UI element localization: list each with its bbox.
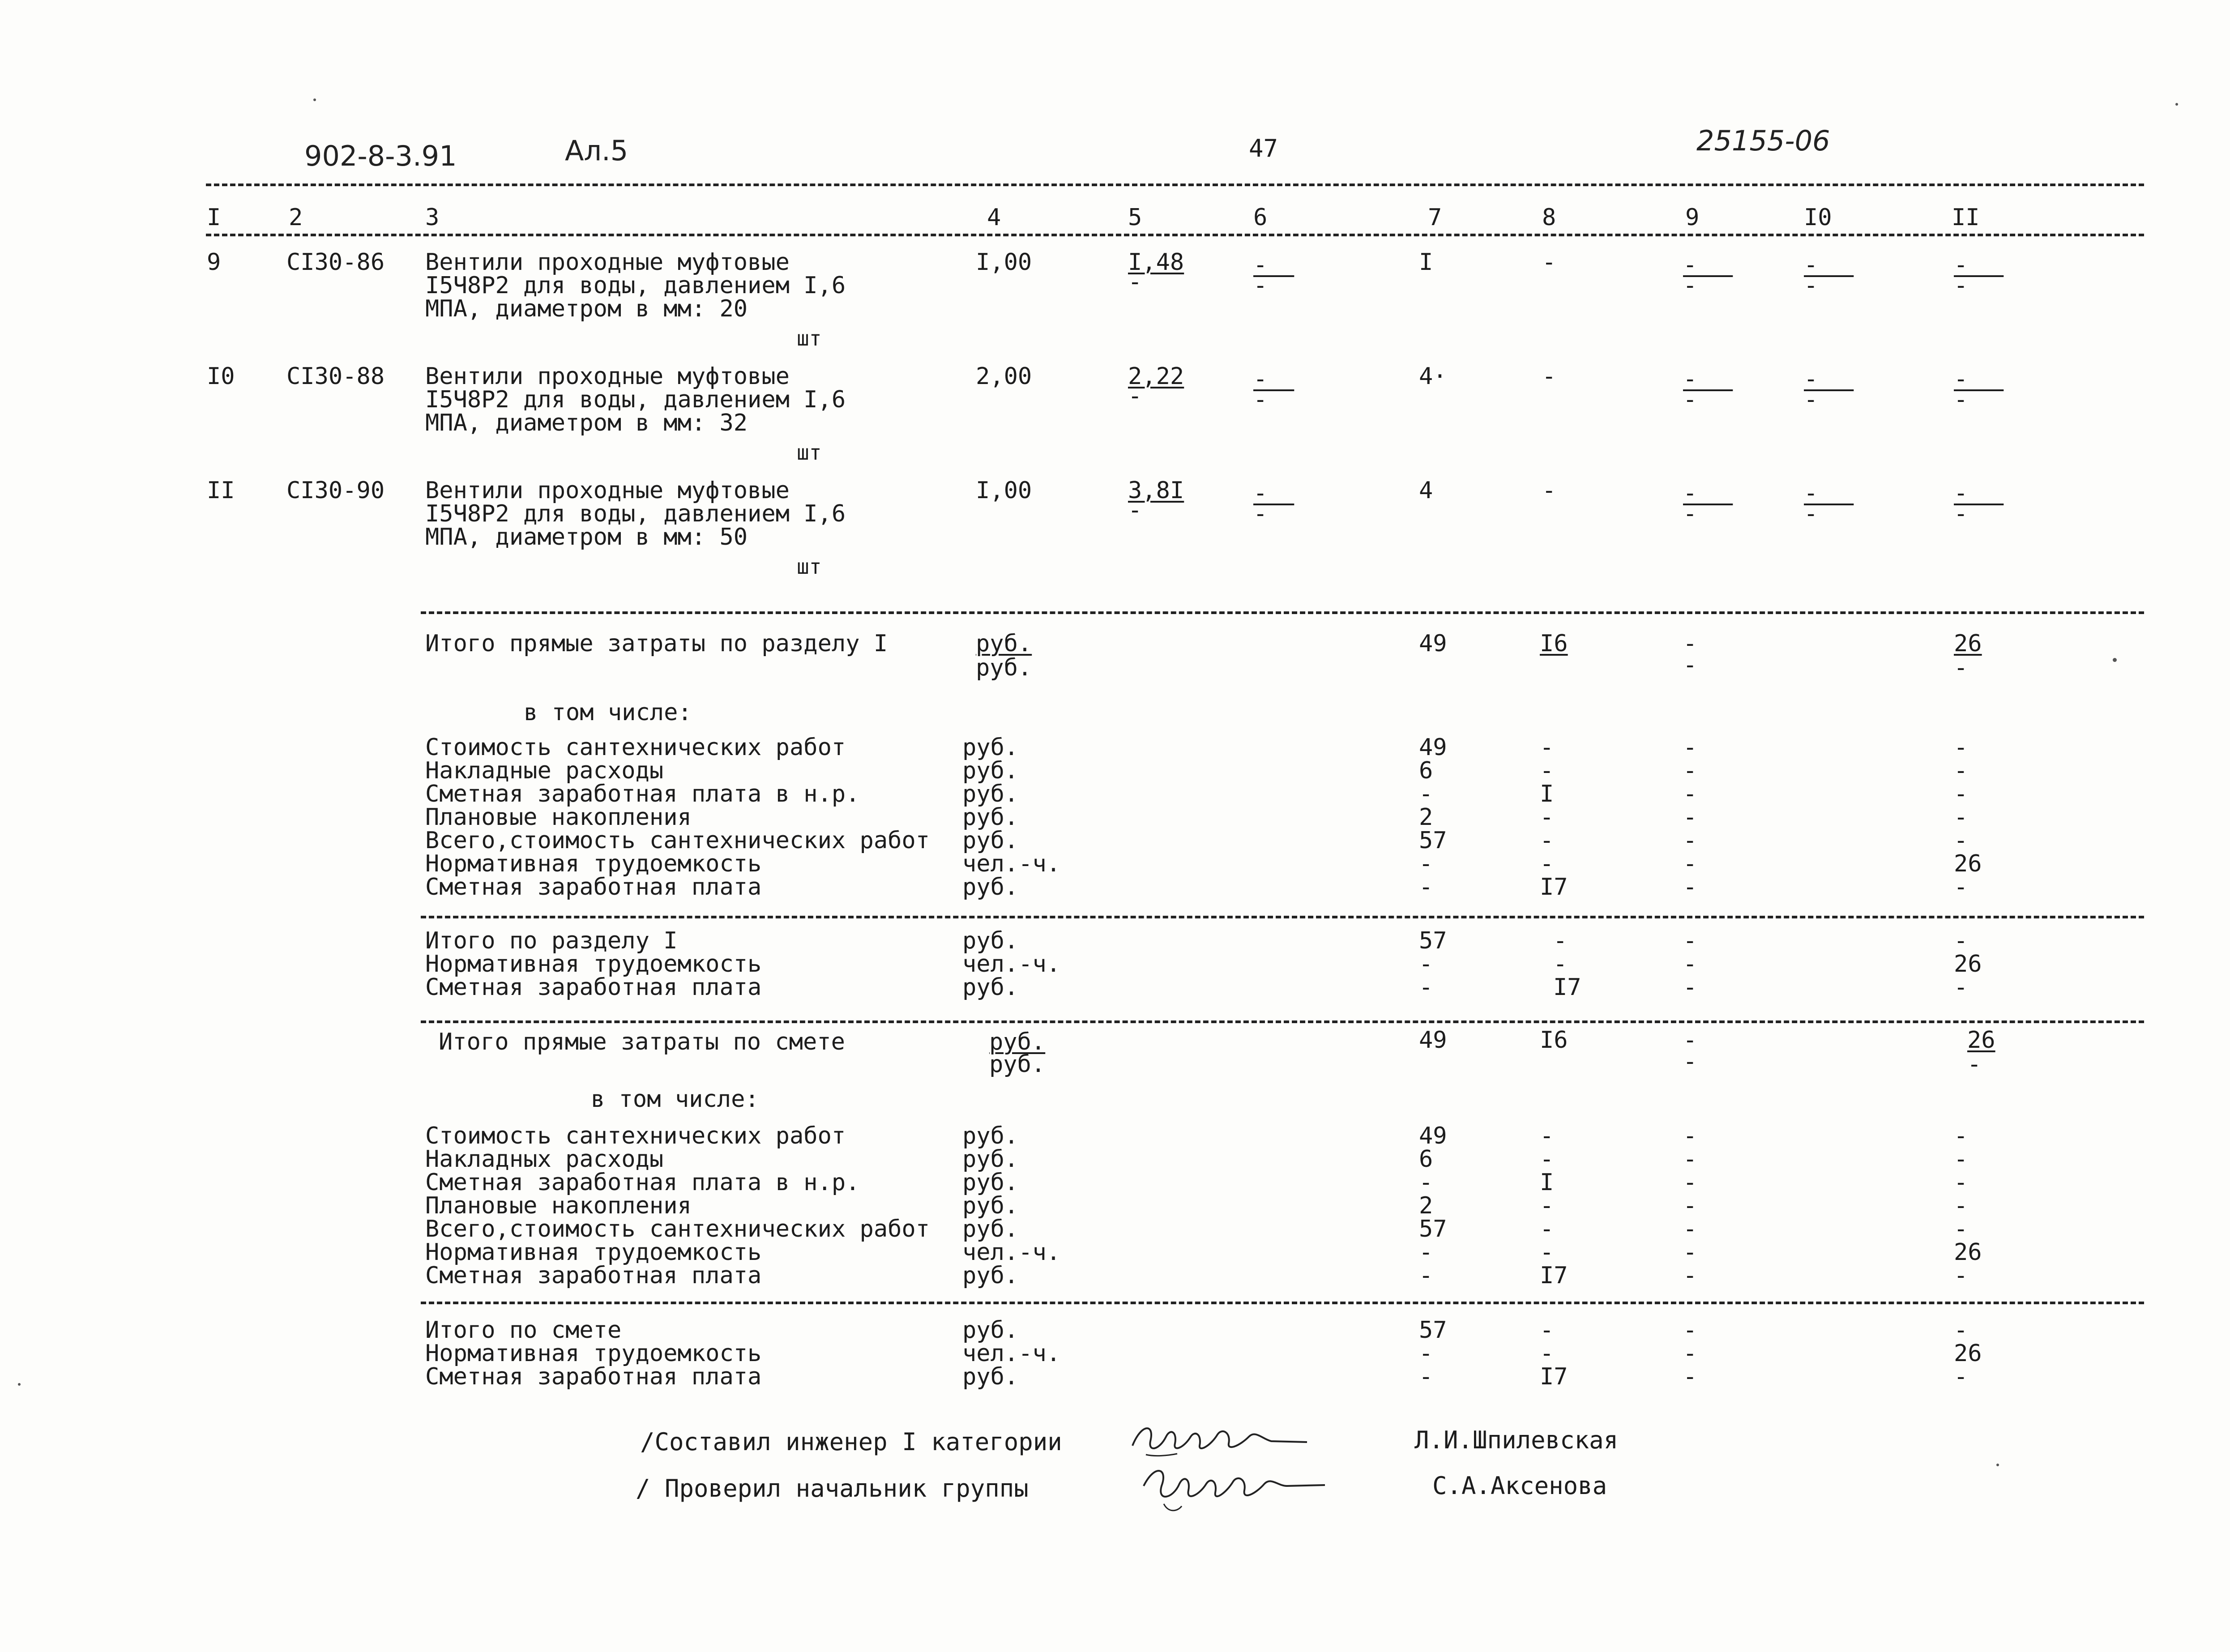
scan-speck xyxy=(2113,658,2117,662)
breakdown-col7: - xyxy=(1419,1169,1433,1196)
row-quantity: 2,00 xyxy=(976,363,1032,390)
estimate-including-label: в том числе: xyxy=(591,1086,759,1113)
estimate-total-c9: - xyxy=(1683,1027,1697,1054)
col-header-7: 7 xyxy=(1428,204,1442,231)
row-description-line: I5Ч8Р2 для воды, давлением I,6 xyxy=(425,500,846,527)
row-col6: - xyxy=(1253,480,1294,507)
breakdown-col9: - xyxy=(1683,1146,1697,1173)
row-col6: - xyxy=(1253,252,1294,278)
row-col10: - xyxy=(1804,252,1854,278)
breakdown-col11: - xyxy=(1954,974,1968,1001)
breakdown-col9: - xyxy=(1683,874,1697,901)
breakdown-col7: 57 xyxy=(1419,927,1447,954)
row-col9-sub: - xyxy=(1683,500,1697,527)
estimate-total-unit: руб. xyxy=(989,1029,1046,1055)
section-total-unit2: руб. xyxy=(976,654,1032,681)
col-header-3: 3 xyxy=(425,204,440,231)
row-description-line: Вентили проходные муфтовые xyxy=(425,477,790,504)
col-header-10: I0 xyxy=(1804,204,1832,231)
breakdown-col7: - xyxy=(1419,1239,1433,1266)
breakdown-col7: - xyxy=(1419,850,1433,877)
estimate-total-c11b: - xyxy=(1967,1051,1982,1078)
breakdown-label: Нормативная трудоемкость xyxy=(425,1239,762,1266)
section-total-label: Итого прямые затраты по разделу I xyxy=(425,630,888,657)
row-quantity: I,00 xyxy=(976,249,1032,276)
breakdown-label: Сметная заработная плата в н.р. xyxy=(425,1169,860,1196)
breakdown-col7: 2 xyxy=(1419,804,1433,831)
breakdown-col11: - xyxy=(1954,804,1968,831)
breakdown-unit: чел.-ч. xyxy=(962,1239,1061,1266)
breakdown-unit: руб. xyxy=(962,757,1019,784)
row-col6-sub: - xyxy=(1253,500,1268,527)
row-col9-sub: - xyxy=(1683,386,1697,413)
breakdown-unit: руб. xyxy=(962,1262,1019,1289)
section-total-unit: руб. xyxy=(976,630,1032,657)
breakdown-col11: - xyxy=(1954,1192,1968,1219)
breakdown-col9: - xyxy=(1683,827,1697,854)
scan-speck xyxy=(1996,1464,1999,1466)
breakdown-col8: - xyxy=(1553,951,1568,978)
breakdown-unit: чел.-ч. xyxy=(962,951,1061,978)
breakdown-col11: 26 xyxy=(1954,1239,1982,1266)
breakdown-label: Сметная заработная плата xyxy=(425,1262,762,1289)
section-rule-3 xyxy=(421,1020,2144,1023)
breakdown-col9: - xyxy=(1683,1317,1697,1344)
header-bottom-rule xyxy=(206,234,2144,236)
header-top-rule xyxy=(206,184,2144,186)
breakdown-col7: 57 xyxy=(1419,1216,1447,1242)
col-header-11: II xyxy=(1952,204,1980,231)
breakdown-col9: - xyxy=(1683,951,1697,978)
estimate-total-c7: 49 xyxy=(1419,1027,1447,1054)
row-description-line: I5Ч8Р2 для воды, давлением I,6 xyxy=(425,272,846,299)
row-col10: - xyxy=(1804,480,1854,507)
breakdown-col7: - xyxy=(1419,781,1433,807)
section-total-c9b: - xyxy=(1683,652,1697,679)
breakdown-col7: 6 xyxy=(1419,1146,1433,1173)
row-col8: - xyxy=(1542,363,1556,390)
breakdown-label: Накладных расходы xyxy=(425,1146,664,1173)
breakdown-col8: I7 xyxy=(1553,974,1581,1001)
row-col8: - xyxy=(1542,249,1556,276)
breakdown-col11: - xyxy=(1954,1169,1968,1196)
breakdown-unit: руб. xyxy=(962,734,1019,761)
scan-speck xyxy=(2175,103,2178,106)
breakdown-col9: - xyxy=(1683,1123,1697,1149)
breakdown-col11: 26 xyxy=(1954,850,1982,877)
breakdown-col8: I7 xyxy=(1540,1262,1568,1289)
row-col11-sub: - xyxy=(1954,500,1968,527)
estimate-total-unit2: руб. xyxy=(989,1051,1046,1078)
row-code: CI30-88 xyxy=(286,363,385,390)
row-col9-sub: - xyxy=(1683,272,1697,299)
row-col6-sub: - xyxy=(1253,272,1268,299)
breakdown-col7: - xyxy=(1419,1262,1433,1289)
row-col11: - xyxy=(1954,480,2004,507)
breakdown-col8: I7 xyxy=(1540,874,1568,901)
breakdown-label: Плановые накопления xyxy=(425,804,692,831)
row-total: 4 xyxy=(1419,477,1433,504)
breakdown-label: Нормативная трудоемкость xyxy=(425,850,762,877)
breakdown-col7: 49 xyxy=(1419,1123,1447,1149)
estimate-total-c9b: - xyxy=(1683,1048,1697,1075)
breakdown-col7: 57 xyxy=(1419,827,1447,854)
row-unit: шт xyxy=(797,326,822,350)
breakdown-col9: - xyxy=(1683,757,1697,784)
breakdown-col7: - xyxy=(1419,951,1433,978)
breakdown-label: Сметная заработная плата xyxy=(425,1363,762,1390)
album-number: Ал.5 xyxy=(565,134,628,167)
breakdown-col9: - xyxy=(1683,850,1697,877)
breakdown-label: Сметная заработная плата в н.р. xyxy=(425,781,860,807)
section-total-c7: 49 xyxy=(1419,630,1447,657)
row-col10: - xyxy=(1804,366,1854,393)
breakdown-label: Плановые накопления xyxy=(425,1192,692,1219)
signature-checker xyxy=(1137,1459,1334,1517)
col-header-9: 9 xyxy=(1685,204,1700,231)
breakdown-col9: - xyxy=(1683,1340,1697,1367)
row-col9: - xyxy=(1683,480,1733,507)
breakdown-unit: чел.-ч. xyxy=(962,1340,1061,1367)
breakdown-label: Сметная заработная плата xyxy=(425,874,762,901)
breakdown-col8: I7 xyxy=(1540,1363,1568,1390)
breakdown-col9: - xyxy=(1683,1363,1697,1390)
breakdown-col11: - xyxy=(1954,1123,1968,1149)
composed-by-label: /Составил инженер I категории xyxy=(640,1428,1062,1456)
breakdown-col11: - xyxy=(1954,781,1968,807)
row-unit-price-sub: - xyxy=(1128,269,1142,295)
breakdown-col11: - xyxy=(1954,927,1968,954)
breakdown-unit: руб. xyxy=(962,827,1019,854)
breakdown-col11: - xyxy=(1954,1363,1968,1390)
breakdown-col9: - xyxy=(1683,927,1697,954)
row-col11-sub: - xyxy=(1954,272,1968,299)
breakdown-label: Накладные расходы xyxy=(425,757,664,784)
breakdown-unit: руб. xyxy=(962,927,1019,954)
breakdown-label: Сметная заработная плата xyxy=(425,974,762,1001)
row-unit-price: 2,22 xyxy=(1128,363,1184,390)
col-header-8: 8 xyxy=(1542,204,1556,231)
breakdown-col9: - xyxy=(1683,974,1697,1001)
breakdown-col11: - xyxy=(1954,827,1968,854)
breakdown-col7: 6 xyxy=(1419,757,1433,784)
breakdown-unit: руб. xyxy=(962,804,1019,831)
breakdown-label: Итого по разделу I xyxy=(425,927,678,954)
row-col11: - xyxy=(1954,366,2004,393)
breakdown-unit: руб. xyxy=(962,781,1019,807)
row-number: I0 xyxy=(207,363,235,390)
estimate-total-c8: I6 xyxy=(1540,1027,1568,1054)
breakdown-col9: - xyxy=(1683,781,1697,807)
breakdown-col8: I xyxy=(1540,1169,1554,1196)
breakdown-col8: - xyxy=(1540,827,1554,854)
row-col10-sub: - xyxy=(1804,500,1818,527)
row-col10-sub: - xyxy=(1804,272,1818,299)
breakdown-col7: - xyxy=(1419,874,1433,901)
breakdown-label: Всего,стоимость сантехнических работ xyxy=(425,1216,930,1242)
breakdown-col9: - xyxy=(1683,1169,1697,1196)
breakdown-unit: руб. xyxy=(962,974,1019,1001)
breakdown-col8: - xyxy=(1540,1340,1554,1367)
breakdown-col7: 2 xyxy=(1419,1192,1433,1219)
row-description-line: МПА, диаметром в мм: 32 xyxy=(425,410,748,436)
breakdown-unit: руб. xyxy=(962,1216,1019,1242)
breakdown-col8: - xyxy=(1540,804,1554,831)
breakdown-unit: руб. xyxy=(962,1123,1019,1149)
breakdown-col8: - xyxy=(1540,734,1554,761)
breakdown-col9: - xyxy=(1683,1216,1697,1242)
section-rule-1 xyxy=(421,611,2144,614)
row-quantity: I,00 xyxy=(976,477,1032,504)
row-code: CI30-86 xyxy=(286,249,385,276)
row-col11-sub: - xyxy=(1954,386,1968,413)
row-col9: - xyxy=(1683,252,1733,278)
breakdown-col8: - xyxy=(1540,1239,1554,1266)
breakdown-col11: - xyxy=(1954,734,1968,761)
breakdown-col11: - xyxy=(1954,1146,1968,1173)
row-unit-price-sub: - xyxy=(1128,497,1142,524)
row-code: CI30-90 xyxy=(286,477,385,504)
breakdown-col8: - xyxy=(1540,1216,1554,1242)
doc-code: 902-8-3.91 xyxy=(304,140,457,172)
breakdown-col8: - xyxy=(1540,1317,1554,1344)
row-col9: - xyxy=(1683,366,1733,393)
breakdown-col8: - xyxy=(1540,850,1554,877)
breakdown-col11: 26 xyxy=(1954,1340,1982,1367)
row-unit-price: I,48 xyxy=(1128,249,1184,276)
breakdown-col8: - xyxy=(1540,1146,1554,1173)
row-number: II xyxy=(207,477,235,504)
signature-composer xyxy=(1128,1414,1316,1464)
scan-speck xyxy=(18,1383,21,1386)
breakdown-col8: I xyxy=(1540,781,1554,807)
breakdown-col8: - xyxy=(1540,1123,1554,1149)
row-unit-price-sub: - xyxy=(1128,383,1142,410)
breakdown-col8: - xyxy=(1540,1192,1554,1219)
breakdown-col11: - xyxy=(1954,757,1968,784)
breakdown-col8: - xyxy=(1540,757,1554,784)
scan-speck xyxy=(313,98,316,101)
breakdown-label: Нормативная трудоемкость xyxy=(425,1340,762,1367)
checked-by-name: С.А.Аксенова xyxy=(1432,1472,1607,1500)
col-header-6: 6 xyxy=(1253,204,1268,231)
breakdown-col8: - xyxy=(1553,927,1568,954)
row-total: I xyxy=(1419,249,1433,276)
breakdown-col7: - xyxy=(1419,1363,1433,1390)
breakdown-col11: 26 xyxy=(1954,951,1982,978)
estimate-total-label: Итого прямые затраты по смете xyxy=(439,1029,845,1055)
breakdown-col7: 49 xyxy=(1419,734,1447,761)
breakdown-unit: руб. xyxy=(962,1192,1019,1219)
composed-by-name: Л.И.Шпилевская xyxy=(1414,1426,1619,1454)
breakdown-col11: - xyxy=(1954,1216,1968,1242)
row-description-line: МПА, диаметром в мм: 50 xyxy=(425,524,748,551)
col-header-5: 5 xyxy=(1128,204,1142,231)
section-total-c11b: - xyxy=(1954,654,1968,681)
breakdown-col11: - xyxy=(1954,1317,1968,1344)
row-col8: - xyxy=(1542,477,1556,504)
section-total-c8: I6 xyxy=(1540,630,1568,657)
breakdown-col7: - xyxy=(1419,974,1433,1001)
breakdown-col7: - xyxy=(1419,1340,1433,1367)
col-header-2: 2 xyxy=(289,204,303,231)
page-number: 47 xyxy=(1249,134,1278,162)
breakdown-col9: - xyxy=(1683,804,1697,831)
estimate-rule xyxy=(421,1302,2144,1304)
row-unit: шт xyxy=(797,440,822,465)
checked-by-label: / Проверил начальник группы xyxy=(636,1474,1029,1503)
row-col10-sub: - xyxy=(1804,386,1818,413)
row-col6-sub: - xyxy=(1253,386,1268,413)
breakdown-unit: руб. xyxy=(962,1363,1019,1390)
breakdown-unit: чел.-ч. xyxy=(962,850,1061,877)
breakdown-label: Стоимость сантехнических работ xyxy=(425,1123,846,1149)
row-col6: - xyxy=(1253,366,1294,393)
section-rule-2 xyxy=(421,916,2144,918)
breakdown-label: Стоимость сантехнических работ xyxy=(425,734,846,761)
col-header-4: 4 xyxy=(987,204,1001,231)
breakdown-label: Всего,стоимость сантехнических работ xyxy=(425,827,930,854)
row-description-line: I5Ч8Р2 для воды, давлением I,6 xyxy=(425,386,846,413)
row-unit-price: 3,8I xyxy=(1128,477,1184,504)
section-total-c11: 26 xyxy=(1954,630,1982,657)
section-total-c9: - xyxy=(1683,630,1697,657)
breakdown-col11: - xyxy=(1954,874,1968,901)
breakdown-unit: руб. xyxy=(962,1146,1019,1173)
breakdown-label: Итого по смете xyxy=(425,1317,622,1344)
row-total: 4· xyxy=(1419,363,1447,390)
row-col11: - xyxy=(1954,252,2004,278)
row-description-line: МПА, диаметром в мм: 20 xyxy=(425,295,748,322)
section-including-label: в том числе: xyxy=(524,699,692,726)
estimate-total-c11: 26 xyxy=(1967,1027,1995,1054)
row-description-line: Вентили проходные муфтовые xyxy=(425,249,790,276)
breakdown-col9: - xyxy=(1683,1192,1697,1219)
breakdown-unit: руб. xyxy=(962,1317,1019,1344)
breakdown-col7: 57 xyxy=(1419,1317,1447,1344)
breakdown-label: Нормативная трудоемкость xyxy=(425,951,762,978)
breakdown-col11: - xyxy=(1954,1262,1968,1289)
row-description-line: Вентили проходные муфтовые xyxy=(425,363,790,390)
breakdown-col9: - xyxy=(1683,734,1697,761)
breakdown-col9: - xyxy=(1683,1262,1697,1289)
breakdown-unit: руб. xyxy=(962,1169,1019,1196)
row-number: 9 xyxy=(207,249,221,276)
breakdown-unit: руб. xyxy=(962,874,1019,901)
col-header-1: I xyxy=(207,204,221,231)
inventory-number: 25155-06 xyxy=(1696,124,1830,157)
breakdown-col9: - xyxy=(1683,1239,1697,1266)
row-unit: шт xyxy=(797,555,822,579)
